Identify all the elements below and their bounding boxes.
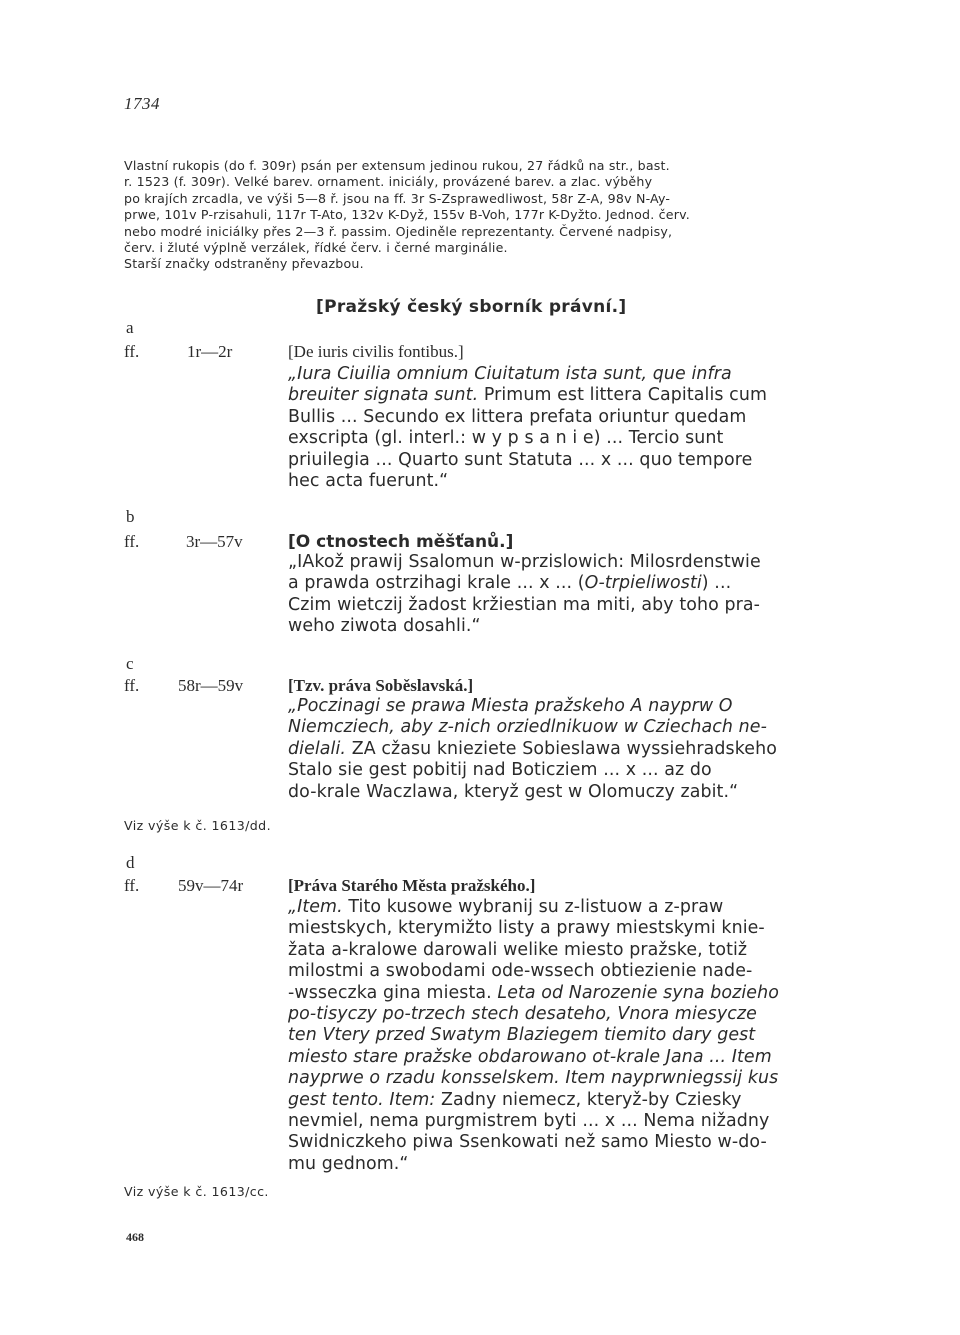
section-body-line	[288, 1047, 820, 1068]
text: Bullis ... Secundo ex littera prefata oriuntur quedam	[288, 406, 747, 427]
section-body-line	[288, 471, 820, 492]
text: milostmi a swobodami ode-wssech obtiezienie nade-	[288, 961, 753, 982]
section-body	[288, 897, 820, 1175]
folio-label: ff.	[124, 342, 140, 361]
folio-label: ff.	[124, 532, 140, 551]
section-body-line	[288, 1025, 820, 1046]
section-title: [Tzv. práva Soběslavská.]	[288, 676, 474, 695]
text: -wsseczka gina miesta.	[288, 982, 492, 1003]
section-body-line	[288, 428, 820, 449]
text: žata a-kralowe darowali welike miesto pražske, totiž	[288, 939, 748, 960]
section-body-line	[288, 739, 820, 760]
section-body-line	[288, 1111, 820, 1132]
text: Tito kusowe wybranij su z-listuow a z-praw	[342, 897, 724, 917]
section-letter: d	[126, 853, 135, 872]
section-title: [Práva Starého Města pražského.]	[288, 876, 536, 895]
folio-range: 3r—57v	[186, 532, 243, 551]
italic-text: breuiter signata sunt.	[288, 385, 479, 406]
page-number-bottom: 468	[126, 1230, 144, 1244]
description-line: po krajích zrcadla, ve výši 5—8 ř. jsou na ff. 3r S-Zsprawedliwost, 58r Z-A, 98v N-Ay-	[124, 190, 671, 206]
section-body-line	[288, 940, 820, 961]
italic-text: „Poczinagi se prawa Miesta pražskeho A nayprw O	[288, 696, 733, 716]
section-letter: b	[126, 507, 135, 526]
section-body-line	[288, 573, 820, 594]
cross-reference-note: Viz výše k č. 1613/cc.	[124, 1184, 269, 1199]
italic-text: dielali.	[288, 738, 347, 759]
section-body-line	[288, 1154, 820, 1175]
text: ) ...	[701, 573, 732, 594]
section-body-line	[288, 595, 820, 616]
text: a prawda ostrzihagi krale ... x ... (	[288, 573, 585, 594]
italic-text: ten Vtery przed Swatym Blaziegem tiemito dary gest	[288, 1025, 756, 1046]
text: Swidniczkeho piwa Ssenkowati než samo Miesto w-do-	[288, 1132, 767, 1153]
text: exscripta (gl. interl.: w y p s a n i e) ... Tercio sunt	[288, 428, 724, 449]
section-body-line	[288, 450, 820, 471]
text: Zadny niemecz, kteryž-by Cziesky	[435, 1089, 742, 1110]
text: do-krale Waczlawa, kteryž gest w Olomuczy zabit.“	[288, 781, 739, 802]
folio-label: ff.	[124, 676, 140, 695]
italic-text: Niemcziech, aby z-nich orziedlnikuow w Cziechach ne-	[288, 717, 767, 738]
section-title: [De iuris civilis fontibus.]	[288, 342, 464, 361]
section-body-line	[288, 407, 820, 428]
description-line: prwe, 101v P-rzisahuli, 117r T-Ato, 132v K-Dyž, 155v B-Voh, 177r K-Dyžto. Jednod. červ.	[124, 207, 690, 223]
description-line: r. 1523 (f. 309r). Velké barev. ornament. iniciály, provázené barev. a zlac. výběhy	[124, 174, 653, 190]
text: miestskych, kterymižto listy a prawy miestskymi knie-	[288, 918, 765, 939]
section-title: [O ctnostech měšťanů.]	[288, 532, 514, 552]
section-body-line	[288, 1090, 820, 1111]
text: ZA cžasu knieziete Sobieslawa wyssiehradskeho	[346, 738, 777, 759]
section-body-line	[288, 1068, 820, 1089]
text: Stalo sie gest pobitij nad Boticziem ... x ... az do	[288, 760, 712, 781]
section-body-line	[288, 696, 820, 717]
italic-text: Leta od Narozenie syna bozieho	[491, 982, 779, 1003]
section-body-line	[288, 364, 820, 385]
section-letter: c	[126, 654, 134, 673]
description-line: červ. i žluté výplně verzálek, řídké červ. i černé marginálie.	[124, 240, 508, 256]
section-body-line	[288, 1132, 820, 1153]
text: weho ziwota dosahli.“	[288, 616, 481, 637]
italic-text: gest tento. Item:	[288, 1089, 436, 1110]
section-letter: a	[126, 318, 134, 337]
italic-text: O-trpieliwosti	[584, 573, 702, 594]
section-body-line	[288, 983, 820, 1004]
italic-text: „Item.	[288, 897, 343, 917]
text: „IAkož prawij Ssalomun w-przislowich: Milosrdenstwie	[288, 552, 761, 572]
section-body-line	[288, 385, 820, 406]
folio-range: 59v—74r	[178, 876, 244, 895]
section-body-line	[288, 782, 820, 803]
text: Czim wietczij žadost kržiestian ma miti, aby toho pra-	[288, 594, 760, 615]
section-body	[288, 552, 820, 638]
folio-range: 58r—59v	[178, 676, 244, 695]
italic-text: po-tisyczy po-trzech stech desateho, Vnora miesycze	[288, 1004, 757, 1025]
section-body-line	[288, 552, 820, 573]
section-body-line	[288, 897, 820, 918]
text: priuilegia ... Quarto sunt Statuta ... x ... quo tempore	[288, 449, 753, 470]
main-title: [Pražský český sborník právní.]	[316, 297, 627, 317]
text: nevmiel, nema purgmistrem byti ... x ... Nema nižadny	[288, 1111, 770, 1132]
section-body	[288, 364, 820, 492]
description-line: Starší značky odstraněny převazbou.	[124, 256, 364, 272]
text: hec acta fuerunt.“	[288, 471, 449, 492]
text: mu gednom.“	[288, 1153, 409, 1174]
folio-label: ff.	[124, 876, 140, 895]
section-body-line	[288, 717, 820, 738]
section-body-line	[288, 616, 820, 637]
description-line: Vlastní rukopis (do f. 309r) psán per extensum jedinou rukou, 27 řádků na str., bast.	[124, 158, 670, 173]
manuscript-description	[124, 158, 818, 273]
text: Primum est littera Capitalis cum	[478, 385, 767, 406]
italic-text: miesto stare pražske obdarowano ot-krale Jana ... Item	[288, 1046, 772, 1067]
section-body-line	[288, 918, 820, 939]
italic-text: nayprwe o rzadu konsselskem. Item nayprwniegssij kus	[288, 1068, 779, 1089]
section-body	[288, 696, 820, 803]
page-number-top: 1734	[124, 94, 160, 113]
italic-text: „Iura Ciuilia omnium Ciuitatum ista sunt, que infra	[288, 364, 732, 384]
folio-range: 1r—2r	[187, 342, 233, 361]
description-line: nebo modré iniciálky přes 2—3 ř. passim. Ojediněle reprezentanty. Červené nadpisy,	[124, 223, 673, 239]
cross-reference-note: Viz výše k č. 1613/dd.	[124, 818, 271, 833]
section-body-line	[288, 1004, 820, 1025]
section-body-line	[288, 961, 820, 982]
section-body-line	[288, 760, 820, 781]
